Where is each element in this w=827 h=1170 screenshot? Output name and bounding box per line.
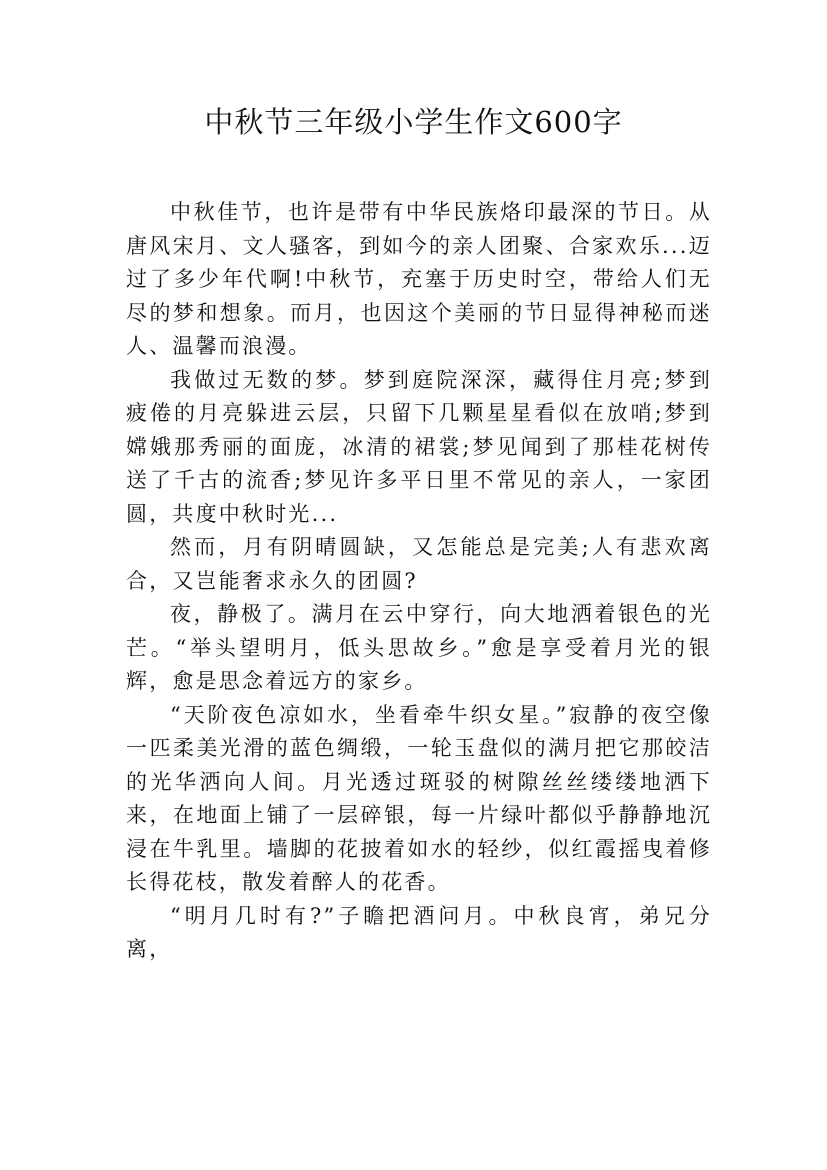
- paragraph-1: 中秋佳节，也许是带有中华民族烙印最深的节日。从唐风宋月、文人骚客，到如今的亲人团聚、合家欢乐...迈过了多少年代啊!中秋节，充塞于历史时空，带给人们无尽的梦和想象。而月，也因这个美丽的节日显得神秘而迷人、温馨而浪漫。: [126, 200, 712, 358]
- paragraph-3: 然而，月有阴晴圆缺，又怎能总是完美;人有悲欢离合，又岂能奢求永久的团圆?: [126, 535, 712, 593]
- paragraph-5: “天阶夜色凉如水，坐看牵牛织女星。”寂静的夜空像一匹柔美光滑的蓝色绸缎，一轮玉盘似的满月把它那皎洁的光华洒向人间。月光透过斑驳的树隙丝丝缕缕地洒下来，在地面上铺了一层碎银，每一片绿叶都似乎静静地沉浸在牛乳里。墙脚的花披着如水的轻纱，似红霞摇曳着修长得花枝，散发着醉人的花香。: [126, 702, 712, 894]
- paragraph-2: 我做过无数的梦。梦到庭院深深，藏得住月亮;梦到疲倦的月亮躲进云层，只留下几颗星星看似在放哨;梦到嫦娥那秀丽的面庞，冰清的裙裳;梦见闻到了那桂花树传送了千古的流香;梦见许多平日里不常见的亲人，一家团圆，共度中秋时光...: [126, 367, 712, 526]
- paragraph-6: “明月几时有?”子瞻把酒问月。中秋良宵，弟兄分离，: [126, 903, 712, 961]
- paragraph-4: 夜，静极了。满月在云中穿行，向大地洒着银色的光芒。“举头望明月，低头思故乡。”愈是享受着月光的银辉，愈是思念着远方的家乡。: [126, 602, 712, 693]
- document-title: 中秋节三年级小学生作文600字: [204, 105, 623, 139]
- document-body: [126, 196, 712, 967]
